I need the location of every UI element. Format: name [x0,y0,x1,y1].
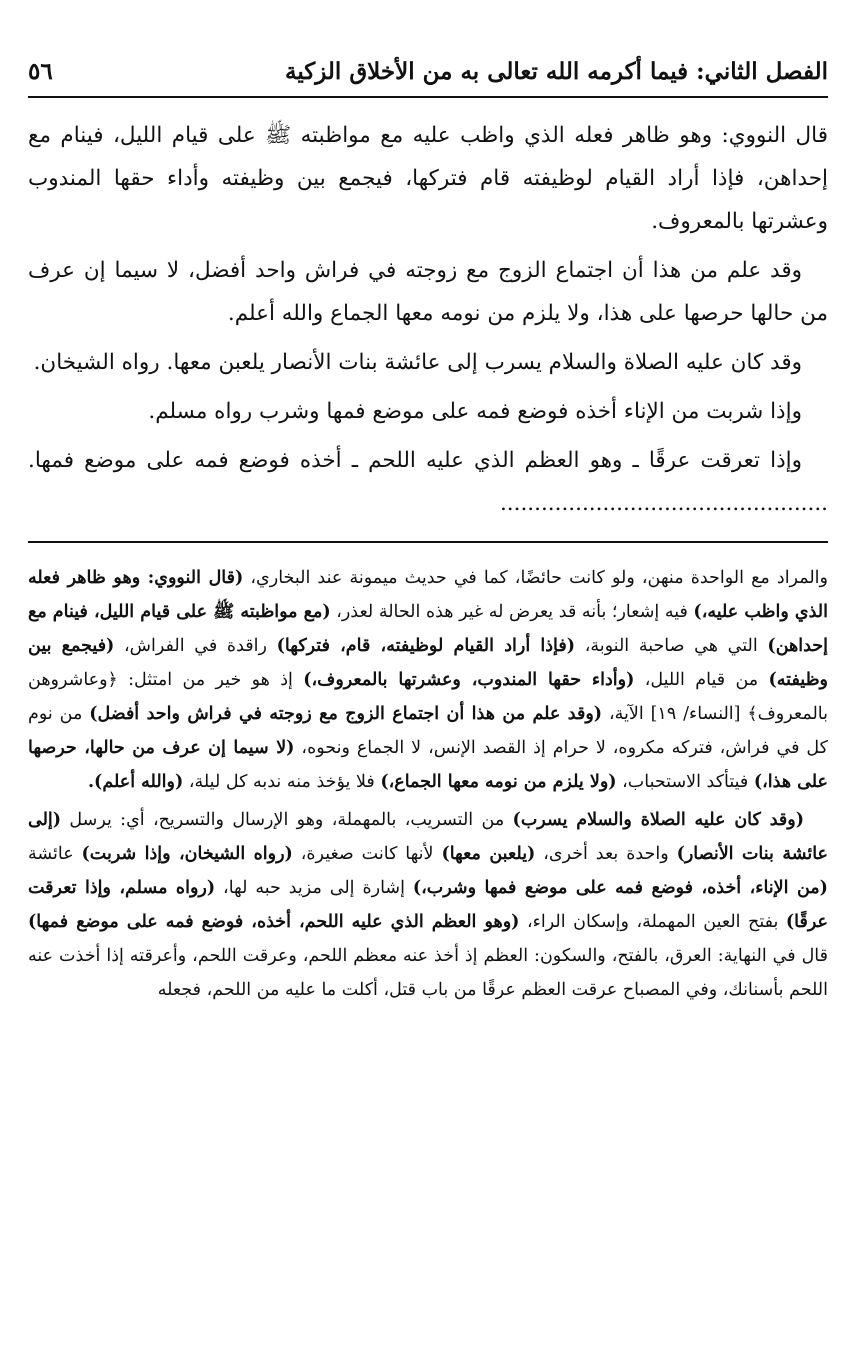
footnote-separator [28,541,828,543]
main-paragraph-ansar: وقد كان عليه الصلاة والسلام يسرب إلى عائشة بنات الأنصار يلعبن معها. رواه الشيخان. [33,350,802,375]
chapter-title: الفصل الثاني: فيما أكرمه الله تعالى به من الأخلاق الزكية [285,58,828,85]
running-head [28,50,828,98]
main-paragraph-drinking: وإذا شربت من الإناء أخذه فوضع فمه على موضع فمها وشرب رواه مسلم. [148,399,802,424]
ellipsis-dots: ................................................ [499,491,828,516]
main-paragraph-bone: وإذا تعرقت عرقًا ـ وهو العظم الذي عليه اللحم ـ أخذه فوضع فمه على موضع فمها. ................................................ [28,448,828,516]
commentary-paragraph-1: والمراد مع الواحدة منهن، ولو كانت حائضًا، كما في حديث ميمونة عند البخاري، (قال النووي: وهو ظاهر فعله الذي واظب عليه،) فيه إشعار؛ بأنه قد يعرض له غير هذه الحالة لعذر، (مع مواظبته ﷺ على قيام الليل، فينام مع إحداهن) التي هي صاحبة النوبة، (فإذا أراد القيام لوظيفته، قام، فتركها) راقدة في الفراش، (فيجمع بين وظيفته) من قيام الليل، (وأداء حقها المندوب، وعشرتها بالمعروف،) إذ هو خير من امتثل: ﴿وعاشروهن بالمعروف﴾ [النساء/ ١٩] الآية، (وقد علم من هذا أن اجتماع الزوج مع زوجته في فراش واحد أفضل) من نوم كل في فراش، فتركه مكروه، لا حرام إذ القصد الإنس، لا الجماع ونحوه، (لا سيما إن عرف من حالها، حرصها على هذا،) فيتأكد الاستحباب، (ولا يلزم من نومه معها الجماع،) فلا يؤخذ منه ندبه كل ليلة، (والله أعلم). [28,568,828,792]
commentary [28,561,828,1007]
main-paragraph-nawawi: قال النووي: وهو ظاهر فعله الذي واظب عليه مع مواظبته ﷺ على قيام الليل، فينام مع إحداهن، فإذا أراد القيام لوظيفته قام فتركها، فيجمع بين وظيفته وأداء حقها المندوب وعشرتها بالمعروف. [28,123,828,234]
main-text [28,114,828,525]
commentary-paragraph-2: (وقد كان عليه الصلاة والسلام يسرب) من التسريب، بالمهملة، وهو الإرسال والتسريح، أي: يرسل (إلى عائشة بنات الأنصار) واحدة بعد أخرى، (يلعبن معها) لأنها كانت صغيرة، (رواه الشيخان، وإذا شربت) عائشة (من الإناء، أخذه، فوضع فمه على موضع فمها وشرب،) إشارة إلى مزيد حبه لها، (رواه مسلم، وإذا تعرقت عرقًا) بفتح العين المهملة، وإسكان الراء، (وهو العظم الذي عليه اللحم، أخذه، فوضع فمه على موضع فمها) قال في النهاية: العرق، بالفتح، والسكون: العظم إذ أخذ عنه معظم اللحم، وعرقت اللحم، وأعرقته إذا أخذت عنه اللحم بأسنانك، وفي المصباح عرقت العظم عرقًا من باب قتل، أكلت ما عليه من اللحم، فجعله [28,810,828,1000]
main-paragraph-bed: وقد علم من هذا أن اجتماع الزوج مع زوجته في فراش واحد أفضل، لا سيما إن عرف من حالها حرصها على هذا، ولا يلزم من نومه معها الجماع والله أعلم. [28,258,828,326]
page-number: ٥٦ [28,58,53,85]
